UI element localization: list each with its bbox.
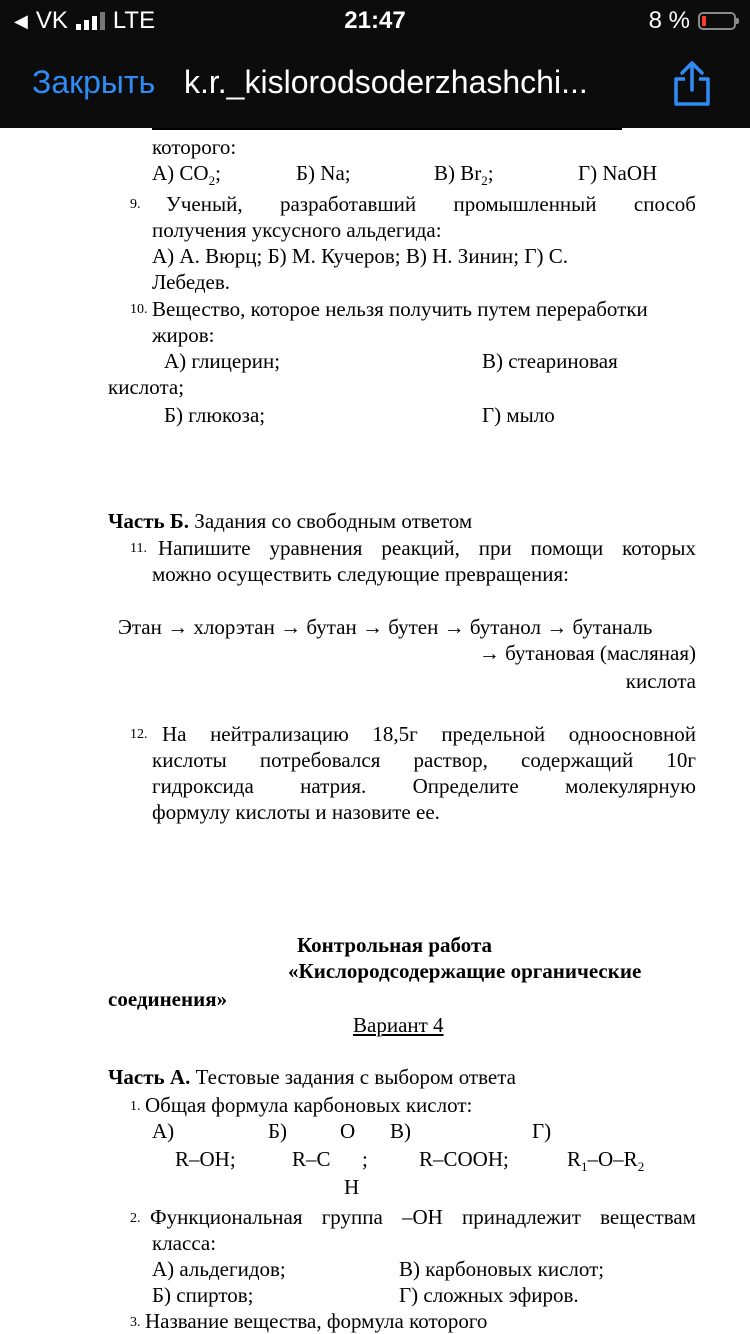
battery-percent: 8 % — [648, 7, 690, 34]
a1-formula-b-hydrogen: Н — [344, 1175, 360, 1199]
a2-option-b: Б) спиртов; — [152, 1283, 254, 1307]
a1-label-b: Б) — [268, 1119, 288, 1143]
q12-text-line3: гидроксида натрия. Определите молекулярную — [152, 774, 696, 798]
a1-formula-b: R–C — [292, 1147, 331, 1171]
q10-option-b: Б) глюкоза; — [164, 403, 266, 427]
document-title: k.r._kislorodsoderzhashchi... — [184, 64, 588, 100]
a2-option-d: Г) сложных эфиров. — [399, 1283, 579, 1307]
q8-option-c: В) $Br_2$; — [434, 161, 494, 189]
q10-text-line2: жиров: — [152, 323, 215, 347]
q8-continuation: которого: — [152, 135, 237, 159]
q10-option-c-cont: кислота; — [108, 375, 185, 399]
status-right — [649, 7, 736, 35]
a1-formula-a: R–OH; — [175, 1147, 236, 1171]
q11-text-line2: можно осуществить следующие превращения: — [152, 562, 569, 586]
q10-option-d: Г) мыло — [482, 403, 555, 427]
q12-text-line4: формулу кислоты и назовите ее. — [152, 800, 440, 824]
a1-label-c: В) — [390, 1119, 411, 1143]
q10-option-a: А) глицерин; — [164, 349, 281, 373]
q12-text-line1: На нейтрализацию 18,5г предельной одноосновной — [162, 722, 696, 746]
q11-chain-line3: кислота — [625, 669, 696, 693]
q8-option-a: А) $CO_2$; — [152, 161, 221, 189]
q8-option-d: Г) NaOH — [578, 161, 658, 185]
part-a-heading: Часть А. Тестовые задания с выбором ответа — [108, 1065, 516, 1089]
q11-text-line1: Напишите уравнения реакций, при помощи которых — [158, 536, 696, 560]
q8-option-b: Б) Na; — [296, 161, 351, 185]
a3-text: Название вещества, формула которого — [145, 1309, 488, 1333]
test-title: Контрольная работа — [297, 933, 493, 957]
status-bar — [0, 0, 750, 40]
a1-label-a: А) — [152, 1119, 175, 1143]
carrier-label: VK — [35, 7, 68, 34]
close-button[interactable]: Закрыть — [32, 64, 156, 100]
battery-icon — [698, 12, 736, 30]
q9-options-cont: Лебедев. — [152, 270, 231, 294]
a2-number: 2. — [130, 1211, 141, 1226]
a1-label-d: Г) — [532, 1119, 552, 1143]
q10-option-c: В) стеариновая — [482, 349, 618, 373]
q12-text-line2: кислоты потребовался раствор, содержащий 10г — [152, 748, 696, 772]
a1-formula-c: R–COOH; — [419, 1147, 509, 1171]
share-icon — [670, 60, 714, 108]
q9-text-line1: Ученый, разработавший промышленный способ — [166, 192, 696, 216]
a2-option-c: В) карбоновых кислот; — [399, 1257, 605, 1281]
a2-option-a: А) альдегидов; — [152, 1257, 286, 1281]
q11-number: 11. — [130, 541, 147, 556]
clock: 21:47 — [344, 7, 406, 34]
a3-number: 3. — [130, 1315, 141, 1330]
a1-text: Общая формула карбоновых кислот: — [145, 1093, 473, 1117]
q11-chain-line1: Этан → хлорэтан → бутан → бутен → бутанол → бутаналь — [118, 615, 653, 639]
variant-label: Вариант 4 — [353, 1013, 444, 1037]
q12-number: 12. — [130, 727, 148, 742]
q9-options: А) А. Вюрц; Б) М. Кучеров; В) Н. Зинин; Г) С. — [152, 244, 568, 268]
a1-formula-b-oxygen: О — [340, 1119, 356, 1143]
a1-number: 1. — [130, 1099, 141, 1114]
q11-chain-line2: → бутановая (масляная) — [478, 641, 696, 665]
network-label: LTE — [112, 7, 156, 34]
q10-text-line1: Вещество, которое нельзя получить путем переработки — [152, 297, 648, 321]
document-page[interactable] — [0, 128, 750, 1334]
a1-formula-b-semicolon: ; — [362, 1147, 368, 1171]
nav-bar — [0, 40, 750, 128]
back-triangle-icon: ◀ — [14, 10, 28, 31]
clipped-text-line — [152, 128, 622, 130]
a1-formula-d: $R_1-O-R_2$ — [567, 1147, 645, 1175]
q10-number: 10. — [130, 302, 148, 317]
test-subtitle-cont: соединения» — [108, 987, 228, 1011]
test-subtitle: «Кислородсодержащие органические — [288, 959, 642, 983]
q9-number: 9. — [130, 197, 141, 212]
a2-text-line2: класса: — [152, 1231, 217, 1255]
a2-text-line1: Функциональная группа –OH принадлежит веществам — [150, 1205, 696, 1229]
share-button[interactable] — [670, 60, 714, 108]
part-b-heading: Часть Б. Задания со свободным ответом — [108, 509, 473, 533]
q9-text-line2: получения уксусного альдегида: — [152, 218, 442, 242]
